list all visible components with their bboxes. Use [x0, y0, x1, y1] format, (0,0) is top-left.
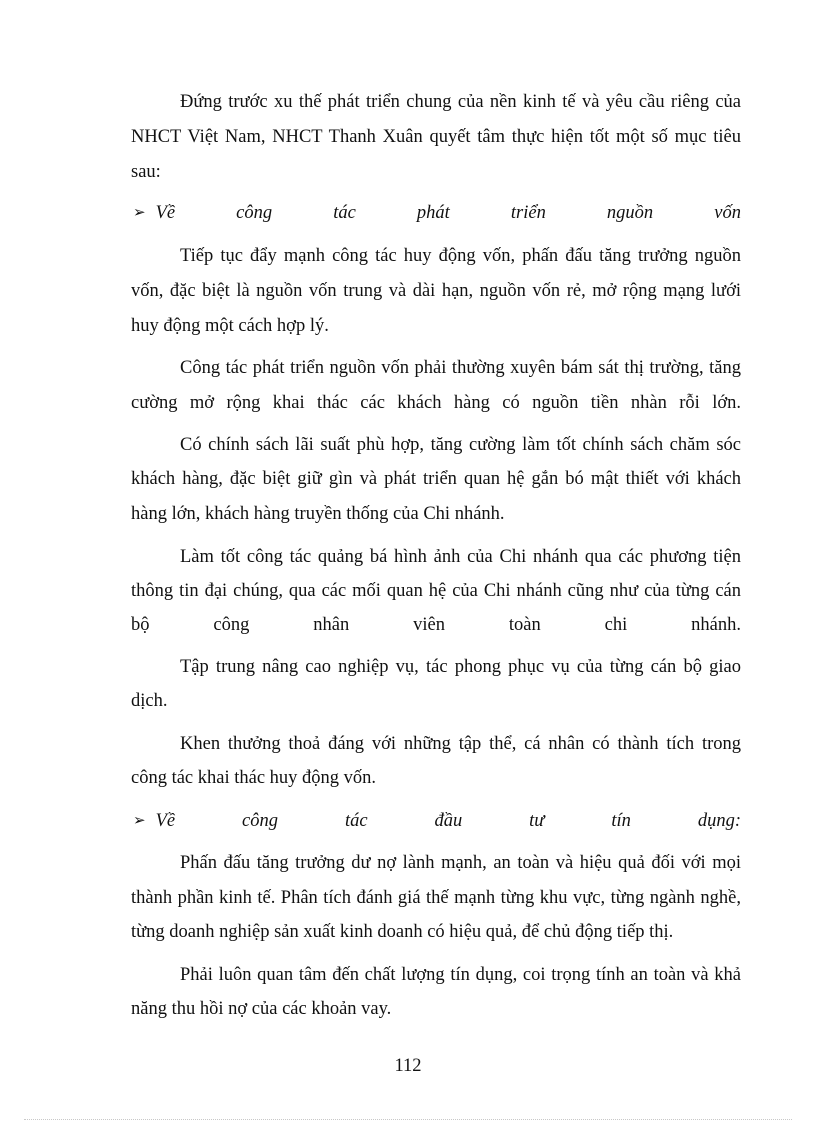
text-line: Khen thưởng thoả đáng với những tập thể, cá nhân có thành tích trong: [180, 734, 741, 754]
heading-word: tín: [611, 811, 631, 831]
bullet-arrow-icon: ➢: [133, 205, 146, 221]
heading-word: đầu: [434, 811, 463, 831]
text-line: thông tin đại chúng, qua các mối quan hệ của Chi nhánh cũng như của từng cán: [131, 581, 741, 601]
section-heading-credit: [133, 809, 741, 833]
text-line: năng thu hồi nợ của các khoản vay.: [131, 999, 392, 1019]
heading-word: tác: [344, 811, 368, 831]
page-bottom-divider: [24, 1119, 792, 1120]
text-line: công tác khai thác huy động vốn.: [131, 768, 377, 788]
text-line: huy động một cách hợp lý.: [131, 316, 329, 336]
text-line: Tiếp tục đẩy mạnh công tác huy động vốn, phấn đấu tăng trưởng nguồn: [180, 246, 741, 266]
heading-word: tác: [333, 203, 356, 223]
text-line: Tập trung nâng cao nghiệp vụ, tác phong phục vụ của từng cán bộ giao: [180, 657, 741, 677]
heading-word: công: [242, 811, 278, 831]
text-line: Đứng trước xu thế phát triển chung của nền kinh tế và yêu cầu riêng của: [180, 92, 741, 112]
page-number: 112: [394, 1056, 422, 1076]
heading-word: triển: [510, 203, 546, 223]
text-line: vốn, đặc biệt là nguồn vốn trung và dài hạn, nguồn vốn rẻ, mở rộng mạng lưới: [131, 281, 741, 301]
text-line: dịch.: [131, 691, 168, 711]
heading-word: Về: [155, 811, 176, 831]
text-line: Công tác phát triển nguồn vốn phải thường xuyên bám sát thị trường, tăng: [180, 358, 741, 378]
text-line: từng doanh nghiệp sản xuất kinh doanh có hiệu quả, để chủ động tiếp thị.: [131, 922, 674, 942]
text-line: bộ công nhân viên toàn chi nhánh.: [131, 615, 741, 635]
text-line: Phấn đấu tăng trưởng dư nợ lành mạnh, an toàn và hiệu quả đối với mọi: [180, 853, 741, 873]
text-line: Làm tốt công tác quảng bá hình ảnh của Chi nhánh qua các phương tiện: [180, 547, 741, 567]
text-line: Có chính sách lãi suất phù hợp, tăng cường làm tốt chính sách chăm sóc: [180, 435, 741, 455]
heading-word: Về: [155, 203, 176, 223]
heading-word: nguồn: [606, 203, 654, 223]
text-line: thành phần kinh tế. Phân tích đánh giá thế mạnh từng khu vực, từng ngành nghề,: [131, 888, 741, 908]
heading-word: tư: [529, 811, 545, 831]
heading-word: vốn: [714, 203, 741, 223]
bullet-arrow-icon: ➢: [133, 813, 146, 829]
text-line: sau:: [131, 162, 161, 182]
text-line: khách hàng, đặc biệt giữ gìn và phát triển quan hệ gắn bó mật thiết với khách: [131, 469, 741, 489]
text-line: Phải luôn quan tâm đến chất lượng tín dụng, coi trọng tính an toàn và khả: [180, 965, 741, 985]
section-heading-capital: [133, 201, 741, 225]
text-line: NHCT Việt Nam, NHCT Thanh Xuân quyết tâm thực hiện tốt một số mục tiêu: [131, 127, 741, 147]
text-line: cường mở rộng khai thác các khách hàng có nguồn tiền nhàn rỗi lớn.: [131, 393, 741, 413]
heading-word: phát: [416, 203, 450, 223]
heading-word: dụng:: [697, 811, 741, 831]
text-line: hàng lớn, khách hàng truyền thống của Chi nhánh.: [131, 504, 505, 524]
heading-word: công: [236, 203, 273, 223]
